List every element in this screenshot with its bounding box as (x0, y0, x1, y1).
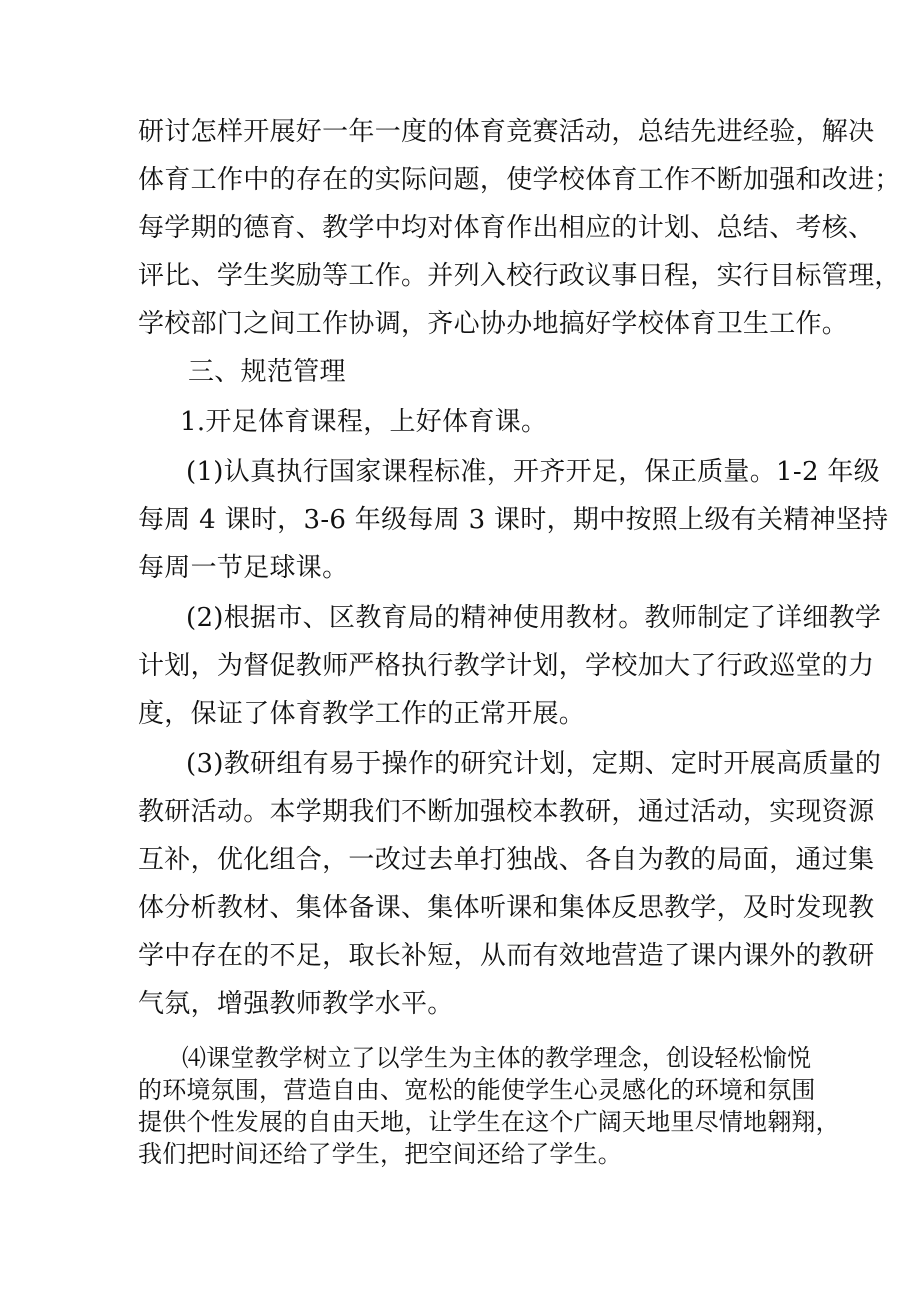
paragraph-line: 气氛，增强教师教学水平。 (138, 989, 454, 1019)
section-heading: 三、规范管理 (188, 357, 346, 387)
paragraph-line: (2)根据市、区教育局的精神使用教材。教师制定了详细教学 (186, 603, 882, 633)
paragraph-line: 评比、学生奖励等工作。并列入校行政议事日程，实行目标管理， (138, 261, 901, 291)
paragraph-line: 每周 4 课时，3-6 年级每周 3 课时，期中按照上级有关精神坚持 (138, 505, 889, 535)
paragraph-line: 学中存在的不足，取长补短，从而有效地营造了课内课外的教研 (138, 941, 875, 971)
paragraph-line: 体育工作中的存在的实际问题，使学校体育工作不断加强和改进； (138, 165, 901, 195)
paragraph-line: 的环境氛围，营造自由、宽松的能使学生心灵感化的环境和氛围 (138, 1076, 816, 1104)
paragraph-line: 体分析教材、集体备课、集体听课和集体反思教学，及时发现教 (138, 893, 875, 923)
paragraph-line: 每周一节足球课。 (138, 553, 349, 583)
paragraph-line: 我们把时间还给了学生，把空间还给了学生。 (138, 1140, 622, 1168)
paragraph-line: 每学期的德育、教学中均对体育作出相应的计划、总结、考核、 (138, 213, 875, 243)
paragraph-line: 研讨怎样开展好一年一度的体育竞赛活动，总结先进经验，解决 (138, 117, 875, 147)
paragraph-line: 学校部门之间工作协调，齐心协办地搞好学校体育卫生工作。 (138, 309, 849, 339)
paragraph-line: 提供个性发展的自由天地，让学生在这个广阔天地里尽情地翱翔， (138, 1108, 840, 1136)
item-heading: 1.开足体育课程，上好体育课。 (180, 407, 548, 437)
paragraph-line: 计划，为督促教师严格执行教学计划，学校加大了行政巡堂的力 (138, 651, 875, 681)
paragraph-line: 互补，优化组合，一改过去单打独战、各自为教的局面，通过集 (138, 845, 875, 875)
paragraph-line: (1)认真执行国家课程标准，开齐开足，保正质量。1-2 年级 (186, 457, 880, 487)
paragraph-line: 教研活动。本学期我们不断加强校本教研，通过活动，实现资源 (138, 797, 875, 827)
paragraph-line: 度，保证了体育教学工作的正常开展。 (138, 699, 586, 729)
paragraph-line: ⑷课堂教学树立了以学生为主体的教学理念，创设轻松愉悦 (182, 1044, 812, 1072)
paragraph-line: (3)教研组有易于操作的研究计划，定期、定时开展高质量的 (186, 749, 882, 779)
